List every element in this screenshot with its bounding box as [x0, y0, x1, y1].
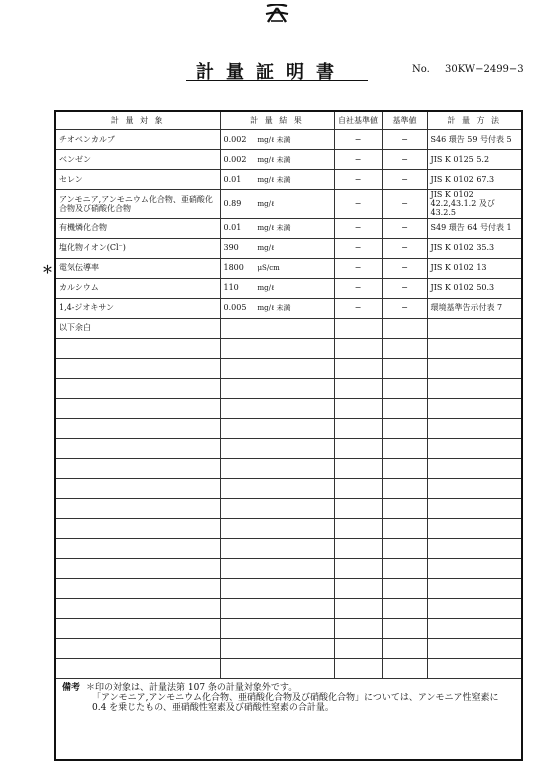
empty-cell — [220, 618, 334, 638]
row-item: セレン — [55, 170, 220, 190]
row-result — [220, 298, 334, 318]
row-standard: − — [382, 170, 427, 190]
row-item: ベンゼン — [55, 150, 220, 170]
row-result — [220, 190, 334, 219]
row-standard: − — [382, 190, 427, 219]
empty-row — [55, 358, 522, 378]
empty-row — [55, 518, 522, 538]
row-result — [220, 278, 334, 298]
row-own-standard: − — [334, 130, 382, 150]
empty-cell — [334, 598, 382, 618]
empty-cell — [55, 418, 220, 438]
empty-cell — [220, 658, 334, 678]
empty-cell — [220, 498, 334, 518]
empty-cell — [382, 538, 427, 558]
table-row — [55, 238, 522, 258]
empty-cell — [427, 538, 522, 558]
empty-cell — [220, 358, 334, 378]
empty-row — [55, 438, 522, 458]
empty-row — [55, 478, 522, 498]
empty-row — [55, 338, 522, 358]
empty-cell — [427, 558, 522, 578]
empty-cell — [220, 638, 334, 658]
empty-cell — [334, 418, 382, 438]
row-standard: − — [382, 150, 427, 170]
empty-cell — [334, 378, 382, 398]
row-own-standard: − — [334, 150, 382, 170]
row-result-value: 390 — [223, 243, 239, 253]
empty-row — [55, 598, 522, 618]
empty-cell — [427, 478, 522, 498]
empty-cell — [55, 358, 220, 378]
title-underline — [186, 80, 368, 81]
company-logo-icon — [264, 4, 290, 24]
row-standard — [382, 318, 427, 338]
empty-cell — [382, 498, 427, 518]
row-standard: − — [382, 258, 427, 278]
column-header-result: 計 量 結 果 — [220, 111, 334, 130]
row-standard: − — [382, 130, 427, 150]
empty-cell — [55, 638, 220, 658]
empty-cell — [334, 398, 382, 418]
empty-cell — [427, 338, 522, 358]
empty-cell — [334, 618, 382, 638]
row-result — [220, 238, 334, 258]
empty-cell — [427, 378, 522, 398]
empty-cell — [334, 478, 382, 498]
empty-cell — [382, 518, 427, 538]
empty-cell — [220, 478, 334, 498]
row-result-value: 0.005 — [223, 303, 247, 313]
empty-cell — [220, 458, 334, 478]
row-method: JIS K 0102 35.3 — [427, 238, 522, 258]
table-row — [55, 190, 522, 219]
row-result — [220, 170, 334, 190]
row-result-unit: μS/cm — [257, 264, 280, 273]
empty-cell — [55, 658, 220, 678]
empty-cell — [55, 538, 220, 558]
row-item: 電気伝導率 — [55, 258, 220, 278]
row-result — [220, 318, 334, 338]
empty-cell — [220, 598, 334, 618]
column-header-item: 計 量 対 象 — [55, 111, 220, 130]
empty-cell — [55, 338, 220, 358]
empty-cell — [427, 398, 522, 418]
empty-cell — [427, 358, 522, 378]
empty-cell — [334, 558, 382, 578]
row-method: S46 環告 59 号付表 5 — [427, 130, 522, 150]
table-row — [55, 170, 522, 190]
row-method: JIS K 0102 67.3 — [427, 170, 522, 190]
empty-cell — [220, 418, 334, 438]
empty-cell — [382, 358, 427, 378]
empty-cell — [334, 358, 382, 378]
row-result-value: 0.01 — [223, 174, 242, 184]
row-own-standard — [334, 318, 382, 338]
table-row — [55, 150, 522, 170]
empty-row — [55, 578, 522, 598]
row-result-value: 0.002 — [223, 154, 247, 164]
row-method: S49 環告 64 号付表 1 — [427, 218, 522, 238]
table-row — [55, 130, 522, 150]
row-result-unit: mg/ℓ — [257, 200, 275, 209]
document-title: 計量証明書 — [196, 62, 346, 83]
row-result-unit: mg/ℓ 未満 — [257, 175, 291, 184]
remarks-cell — [55, 678, 522, 760]
row-result-value: 1800 — [223, 263, 244, 273]
document-number-label: No. — [412, 64, 430, 75]
table-row — [55, 258, 522, 278]
empty-cell — [334, 538, 382, 558]
row-result-unit: mg/ℓ 未満 — [257, 155, 291, 164]
empty-row — [55, 658, 522, 678]
empty-cell — [382, 658, 427, 678]
row-standard: − — [382, 298, 427, 318]
empty-row — [55, 538, 522, 558]
empty-cell — [382, 398, 427, 418]
row-result — [220, 218, 334, 238]
row-method: JIS K 0125 5.2 — [427, 150, 522, 170]
row-method — [427, 318, 522, 338]
row-standard: − — [382, 278, 427, 298]
empty-cell — [55, 578, 220, 598]
empty-row — [55, 638, 522, 658]
empty-cell — [382, 598, 427, 618]
row-own-standard: − — [334, 258, 382, 278]
row-item: カルシウム — [55, 278, 220, 298]
remarks-line-1 — [62, 683, 515, 693]
empty-cell — [427, 458, 522, 478]
row-result-unit: mg/ℓ 未満 — [257, 135, 291, 144]
empty-cell — [55, 618, 220, 638]
empty-cell — [427, 418, 522, 438]
document-number — [412, 64, 524, 75]
column-header-method: 計 量 方 法 — [427, 111, 522, 130]
row-result-unit: mg/ℓ 未満 — [257, 304, 291, 313]
empty-row — [55, 498, 522, 518]
empty-cell — [55, 398, 220, 418]
empty-cell — [334, 438, 382, 458]
row-result-value: 0.89 — [223, 199, 242, 209]
row-own-standard: − — [334, 218, 382, 238]
empty-row — [55, 458, 522, 478]
empty-cell — [427, 578, 522, 598]
row-item: アンモニア,アンモニウム化合物、亜硝酸化合物及び硝酸化合物 — [55, 190, 220, 219]
remarks-line-2: 「アンモニア,アンモニウム化合物、亜硝酸化合物及び硝酸化合物」については、アンモニア性窒素に 0.4 を乗じたもの、亜硝酸性窒素及び硝酸性窒素の合計量。 — [92, 692, 499, 714]
row-own-standard: − — [334, 278, 382, 298]
empty-cell — [382, 478, 427, 498]
empty-cell — [334, 638, 382, 658]
empty-cell — [55, 458, 220, 478]
remarks-label: 備考 — [62, 682, 81, 693]
empty-cell — [220, 578, 334, 598]
empty-cell — [382, 338, 427, 358]
row-method: JIS K 0102 50.3 — [427, 278, 522, 298]
empty-cell — [427, 598, 522, 618]
empty-cell — [427, 638, 522, 658]
row-item: チオベンカルブ — [55, 130, 220, 150]
empty-row — [55, 618, 522, 638]
row-result — [220, 150, 334, 170]
column-header-own-standard: 自社基準値 — [334, 111, 382, 130]
row-result-unit: mg/ℓ 未満 — [257, 224, 291, 233]
empty-cell — [427, 618, 522, 638]
empty-row — [55, 398, 522, 418]
table-row — [55, 218, 522, 238]
empty-cell — [382, 458, 427, 478]
empty-cell — [334, 498, 382, 518]
table-row — [55, 298, 522, 318]
row-own-standard: − — [334, 190, 382, 219]
non-target-marker: ＊ — [42, 263, 53, 277]
row-own-standard: − — [334, 170, 382, 190]
row-item: 有機燐化合物 — [55, 218, 220, 238]
row-result-value: 110 — [223, 283, 239, 293]
row-result — [220, 130, 334, 150]
row-result-unit: mg/ℓ — [257, 244, 275, 253]
empty-cell — [427, 518, 522, 538]
empty-cell — [382, 578, 427, 598]
empty-row — [55, 378, 522, 398]
row-method: JIS K 0102 13 — [427, 258, 522, 278]
remarks-text-1: ＊印の対象は、計量法第 107 条の計量対象外です。 — [86, 682, 298, 693]
measurement-table — [54, 110, 523, 761]
empty-cell — [55, 498, 220, 518]
row-result-value: 0.002 — [223, 134, 247, 144]
row-own-standard: − — [334, 238, 382, 258]
empty-cell — [220, 338, 334, 358]
empty-cell — [55, 518, 220, 538]
empty-cell — [55, 558, 220, 578]
row-own-standard: − — [334, 298, 382, 318]
column-header-standard: 基準値 — [382, 111, 427, 130]
row-item: 1,4-ジオキサン — [55, 298, 220, 318]
row-result-unit: mg/ℓ — [257, 284, 275, 293]
empty-cell — [427, 498, 522, 518]
empty-cell — [334, 338, 382, 358]
empty-cell — [382, 558, 427, 578]
empty-row — [55, 418, 522, 438]
empty-cell — [220, 438, 334, 458]
remarks-row — [55, 678, 522, 760]
row-method: JIS K 0102 42.2,43.1.2 及び 43.2.5 — [427, 190, 522, 219]
row-method: 環境基準告示付表 7 — [427, 298, 522, 318]
empty-cell — [220, 398, 334, 418]
empty-cell — [220, 378, 334, 398]
document-number-value: 30KW−2499−3 — [444, 64, 524, 75]
empty-cell — [334, 578, 382, 598]
empty-cell — [220, 518, 334, 538]
empty-cell — [382, 638, 427, 658]
empty-row — [55, 558, 522, 578]
empty-cell — [334, 518, 382, 538]
empty-cell — [55, 438, 220, 458]
empty-cell — [382, 438, 427, 458]
row-result-value: 0.01 — [223, 223, 242, 233]
empty-cell — [55, 478, 220, 498]
empty-cell — [55, 598, 220, 618]
table-header-row — [55, 111, 522, 130]
row-item: 以下余白 — [55, 318, 220, 338]
row-item: 塩化物イオン(Cl⁻) — [55, 238, 220, 258]
table-row — [55, 318, 522, 338]
empty-cell — [382, 618, 427, 638]
empty-cell — [220, 558, 334, 578]
row-standard: − — [382, 238, 427, 258]
empty-cell — [334, 458, 382, 478]
row-result — [220, 258, 334, 278]
table-row — [55, 278, 522, 298]
empty-cell — [220, 538, 334, 558]
row-standard: − — [382, 218, 427, 238]
empty-cell — [55, 378, 220, 398]
empty-cell — [334, 658, 382, 678]
empty-cell — [382, 418, 427, 438]
empty-cell — [427, 658, 522, 678]
empty-cell — [382, 378, 427, 398]
empty-cell — [427, 438, 522, 458]
